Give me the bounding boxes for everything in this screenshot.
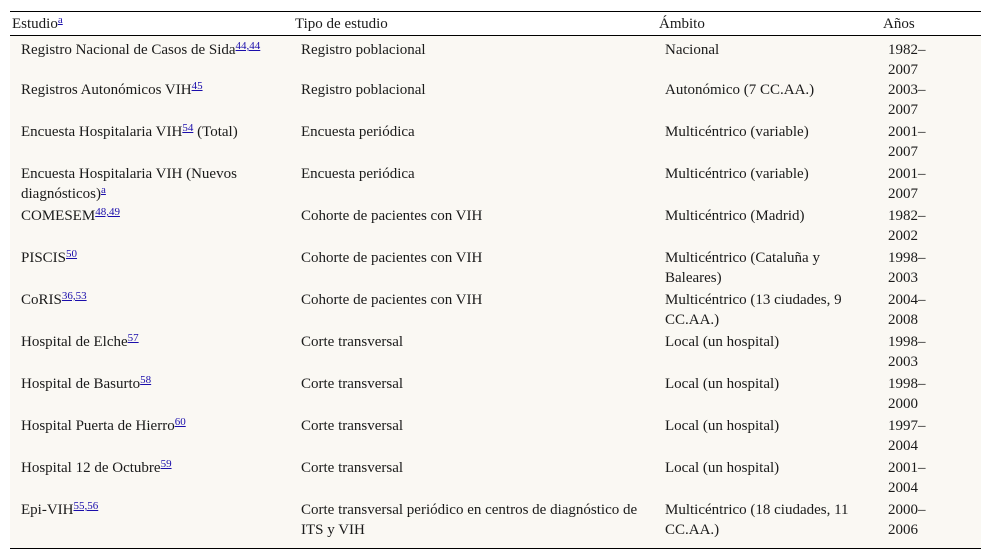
reference-link[interactable]: 50 bbox=[66, 248, 78, 260]
study-years: 1982–2002 bbox=[888, 208, 926, 244]
cell-study bbox=[10, 206, 292, 248]
study-years: 1998–2003 bbox=[888, 250, 926, 286]
table-row bbox=[10, 500, 981, 549]
study-name: Registro Nacional de Casos de Sida bbox=[21, 42, 236, 58]
study-scope: Multicéntrico (18 ciudades, 11 CC.AA.) bbox=[665, 502, 849, 538]
study-type: Encuesta periódica bbox=[301, 124, 415, 140]
header-scope: Ámbito bbox=[656, 12, 880, 36]
cell-study bbox=[10, 290, 292, 332]
table-row bbox=[10, 458, 981, 500]
cell-study bbox=[10, 164, 292, 206]
table-body bbox=[10, 36, 981, 549]
reference-link[interactable]: 44,44 bbox=[235, 40, 261, 52]
cell-study bbox=[10, 36, 292, 81]
study-type: Corte transversal bbox=[301, 460, 404, 476]
cell-scope bbox=[656, 500, 880, 549]
study-years: 1998–2003 bbox=[888, 334, 926, 370]
study-type: Cohorte de pacientes con VIH bbox=[301, 208, 483, 224]
cell-scope bbox=[656, 290, 880, 332]
reference-link[interactable]: 55,56 bbox=[73, 500, 99, 512]
study-type: Encuesta periódica bbox=[301, 166, 415, 182]
cell-type bbox=[292, 332, 656, 374]
cell-type bbox=[292, 290, 656, 332]
cell-study bbox=[10, 416, 292, 458]
study-scope: Autonómico (7 CC.AA.) bbox=[665, 82, 815, 98]
cell-type bbox=[292, 122, 656, 164]
table-row bbox=[10, 206, 981, 248]
study-scope: Multicéntrico (variable) bbox=[665, 166, 809, 182]
cell-type bbox=[292, 164, 656, 206]
header-study: Estudio$^a$ bbox=[10, 12, 292, 36]
cell-years bbox=[880, 36, 981, 81]
reference-link[interactable]: 54 bbox=[182, 122, 194, 134]
study-name: Hospital de Elche bbox=[21, 334, 128, 350]
study-name: CoRIS bbox=[21, 292, 62, 308]
study-scope: Multicéntrico (13 ciudades, 9 CC.AA.) bbox=[665, 292, 842, 328]
study-years: 1982–2007 bbox=[888, 42, 926, 78]
cell-scope bbox=[656, 164, 880, 206]
cell-years bbox=[880, 458, 981, 500]
table-row bbox=[10, 164, 981, 206]
reference-link[interactable]: 48,49 bbox=[95, 206, 120, 218]
study-years: 2001–2007 bbox=[888, 166, 926, 202]
study-name: Hospital de Basurto bbox=[21, 376, 141, 392]
study-type: Cohorte de pacientes con VIH bbox=[301, 292, 483, 308]
study-years: 2001–2007 bbox=[888, 124, 926, 160]
reference-link[interactable]: 58 bbox=[140, 374, 152, 386]
reference-link[interactable]: 60 bbox=[174, 416, 186, 428]
cell-study bbox=[10, 122, 292, 164]
cell-study bbox=[10, 80, 292, 122]
cell-study bbox=[10, 458, 292, 500]
cell-study bbox=[10, 374, 292, 416]
header-type: Tipo de estudio bbox=[292, 12, 656, 36]
cell-years bbox=[880, 290, 981, 332]
table-row bbox=[10, 248, 981, 290]
study-name: Hospital 12 de Octubre bbox=[21, 460, 161, 476]
reference-link[interactable]: 45 bbox=[191, 80, 203, 92]
cell-type bbox=[292, 458, 656, 500]
cell-years bbox=[880, 248, 981, 290]
cell-scope bbox=[656, 80, 880, 122]
study-years: 2000–2006 bbox=[888, 502, 926, 538]
cell-years bbox=[880, 332, 981, 374]
study-name-suffix: (Total) bbox=[193, 124, 238, 140]
reference-link[interactable]: 36,53 bbox=[61, 290, 87, 302]
cell-scope bbox=[656, 458, 880, 500]
study-scope: Local (un hospital) bbox=[665, 376, 780, 392]
cell-years bbox=[880, 416, 981, 458]
studies-table bbox=[10, 11, 981, 549]
study-scope: Local (un hospital) bbox=[665, 334, 780, 350]
header-years: Años bbox=[880, 12, 981, 36]
study-name: COMESEM bbox=[21, 208, 96, 224]
cell-scope bbox=[656, 248, 880, 290]
reference-link[interactable]: 59 bbox=[160, 458, 172, 470]
study-type: Registro poblacional bbox=[301, 82, 426, 98]
cell-study bbox=[10, 248, 292, 290]
study-type: Corte transversal periódico en centros de diagnóstico de ITS y VIH bbox=[301, 502, 638, 538]
cell-type bbox=[292, 248, 656, 290]
study-scope: Multicéntrico (Cataluña y Baleares) bbox=[665, 250, 820, 286]
study-scope: Local (un hospital) bbox=[665, 460, 780, 476]
table-row bbox=[10, 36, 981, 81]
cell-scope bbox=[656, 416, 880, 458]
study-name: Epi-VIH bbox=[21, 502, 74, 518]
study-scope: Multicéntrico (variable) bbox=[665, 124, 809, 140]
study-years: 2001–2004 bbox=[888, 460, 926, 496]
study-name: Encuesta Hospitalaria VIH bbox=[21, 124, 183, 140]
study-years: 2004–2008 bbox=[888, 292, 926, 328]
cell-years bbox=[880, 122, 981, 164]
cell-type bbox=[292, 36, 656, 81]
table-row bbox=[10, 290, 981, 332]
cell-scope bbox=[656, 374, 880, 416]
table-row bbox=[10, 122, 981, 164]
cell-years bbox=[880, 500, 981, 549]
study-name: Encuesta Hospitalaria VIH (Nuevos diagnósticos) bbox=[21, 166, 237, 202]
cell-type bbox=[292, 500, 656, 549]
cell-scope bbox=[656, 332, 880, 374]
cell-study bbox=[10, 332, 292, 374]
study-type: Corte transversal bbox=[301, 418, 404, 434]
study-type: Corte transversal bbox=[301, 376, 404, 392]
study-years: 2003–2007 bbox=[888, 82, 926, 118]
cell-type bbox=[292, 80, 656, 122]
cell-scope bbox=[656, 122, 880, 164]
reference-link[interactable]: 57 bbox=[127, 332, 139, 344]
cell-years bbox=[880, 164, 981, 206]
study-name: PISCIS bbox=[21, 250, 67, 266]
header-study-footnote-link[interactable]: a bbox=[57, 13, 63, 26]
reference-link[interactable]: a bbox=[101, 184, 106, 196]
study-type: Corte transversal bbox=[301, 334, 404, 350]
table-row bbox=[10, 416, 981, 458]
studies-table-container bbox=[10, 11, 981, 549]
study-years: 1998–2000 bbox=[888, 376, 926, 412]
cell-years bbox=[880, 374, 981, 416]
cell-type bbox=[292, 206, 656, 248]
study-type: Registro poblacional bbox=[301, 42, 426, 58]
cell-years bbox=[880, 206, 981, 248]
cell-study bbox=[10, 500, 292, 549]
study-scope: Nacional bbox=[665, 42, 720, 58]
table-header-row bbox=[10, 12, 981, 36]
study-years: 1997–2004 bbox=[888, 418, 926, 454]
cell-type bbox=[292, 374, 656, 416]
cell-years bbox=[880, 80, 981, 122]
study-type: Cohorte de pacientes con VIH bbox=[301, 250, 483, 266]
cell-scope bbox=[656, 206, 880, 248]
study-scope: Multicéntrico (Madrid) bbox=[665, 208, 805, 224]
cell-type bbox=[292, 416, 656, 458]
study-name: Hospital Puerta de Hierro bbox=[21, 418, 175, 434]
cell-scope bbox=[656, 36, 880, 81]
study-name: Registros Autonómicos VIH bbox=[21, 82, 192, 98]
study-scope: Local (un hospital) bbox=[665, 418, 780, 434]
table-row bbox=[10, 374, 981, 416]
table-row bbox=[10, 332, 981, 374]
table-row bbox=[10, 80, 981, 122]
